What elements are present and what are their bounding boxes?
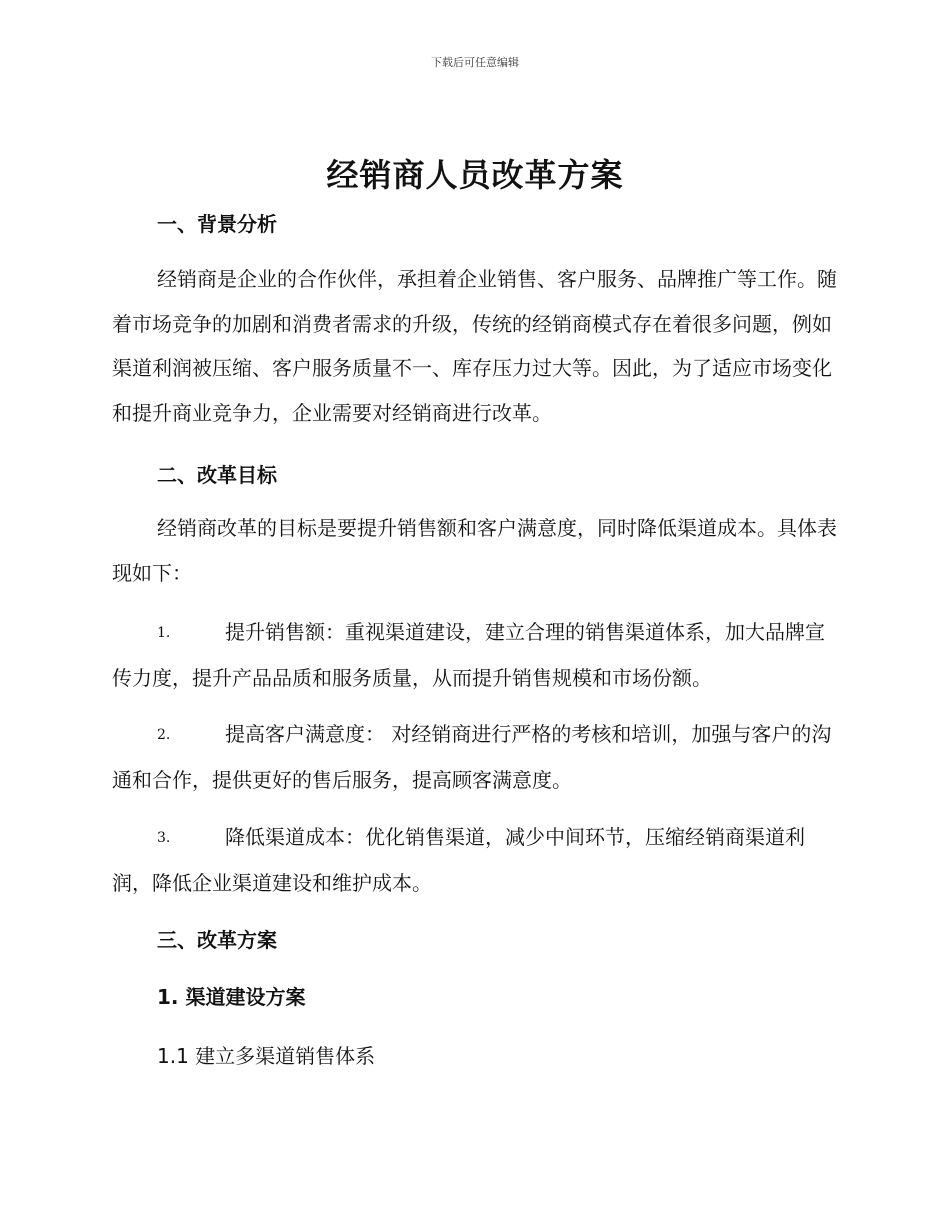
- document-title: 经销商人员改革方案: [326, 156, 624, 194]
- paragraph-background: [112, 257, 840, 435]
- list-item: [112, 610, 840, 700]
- list-item: [112, 815, 840, 905]
- subsection-heading-channel: 1. 渠道建设方案: [157, 985, 306, 1009]
- paragraph-goals-text: 经销商改革的目标是要提升销售额和客户满意度，同时降低渠道成本。具体表现如下：: [112, 516, 837, 585]
- list-item-text: 提高客户满意度： 对经销商进行严格的考核和培训，加强与客户的沟通和合作，提供更好的售后服务，提高顾客满意度。: [112, 722, 832, 792]
- list-item-text: 提升销售额：重视渠道建设，建立合理的销售渠道体系，加大品牌宣传力度，提升产品品质和服务质量，从而提升销售规模和市场份额。: [112, 620, 825, 690]
- page-header-note: 下载后可任意编辑: [431, 56, 519, 69]
- list-item-number: 1.: [157, 625, 171, 641]
- subsubsection-heading: 1.1 建立多渠道销售体系: [157, 1044, 376, 1068]
- section-heading-goals: 二、改革目标: [157, 463, 277, 487]
- list-item: [112, 712, 840, 802]
- list-item-number: 3.: [157, 830, 171, 846]
- list-item-text: 降低渠道成本：优化销售渠道，减少中间环节，压缩经销商渠道利润，降低企业渠道建设和维护成本。: [112, 825, 805, 895]
- section-heading-plan: 三、改革方案: [157, 928, 277, 952]
- paragraph-goals: [112, 506, 840, 595]
- section-heading-background: 一、背景分析: [157, 212, 277, 236]
- list-item-number: 2.: [157, 727, 171, 743]
- paragraph-background-text: 经销商是企业的合作伙伴，承担着企业销售、客户服务、品牌推广等工作。随着市场竞争的加剧和消费者需求的升级，传统的经销商模式存在着很多问题，例如渠道利润被压缩、客户服务质量不一、库存压力过大等。因此，为了适应市场变化和提升商业竞争力，企业需要对经销商进行改革。: [112, 267, 837, 425]
